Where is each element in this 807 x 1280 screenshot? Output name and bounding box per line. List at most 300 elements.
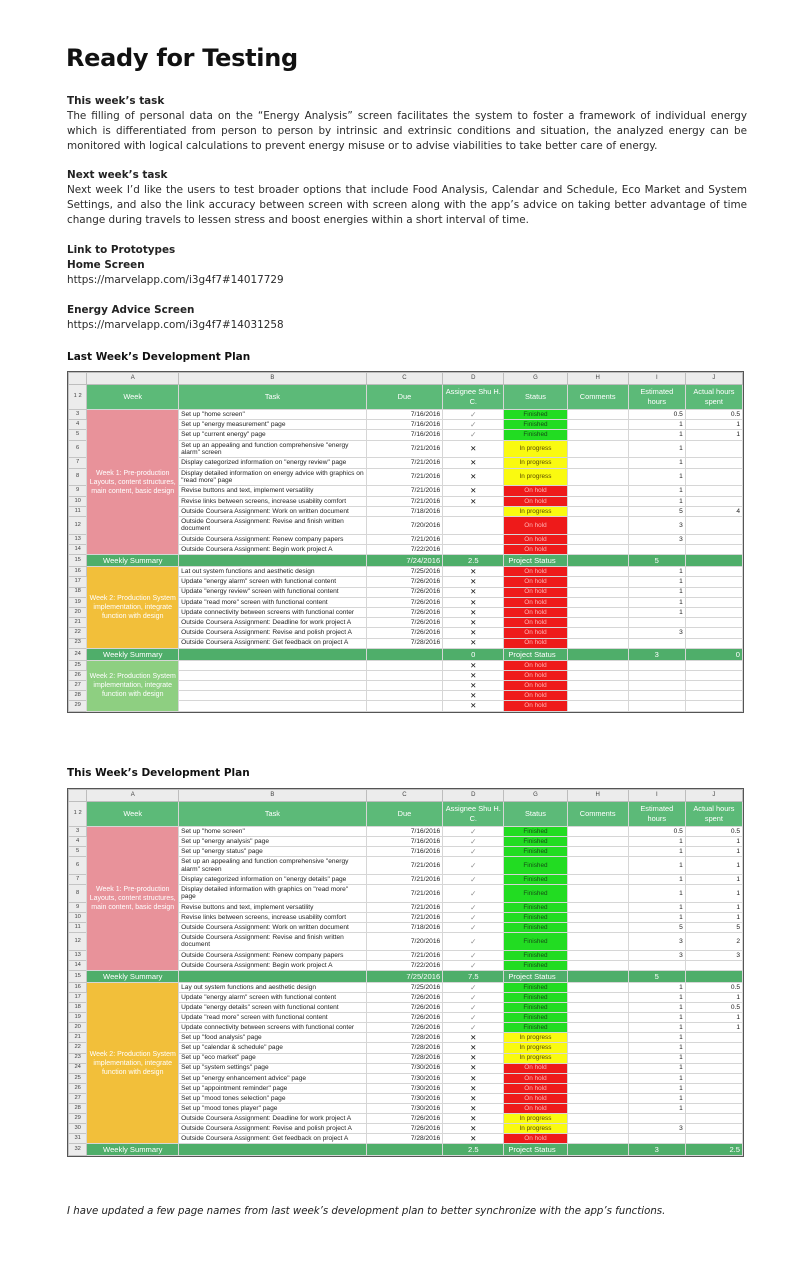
status-dropdown[interactable]: On hold [504,534,567,544]
status-dropdown[interactable]: Finished [504,922,567,932]
row-number[interactable]: 18 [69,587,87,597]
actual-hours-cell[interactable]: 1 [685,1023,742,1033]
cross-icon[interactable]: ✕ [443,628,504,638]
column-letter[interactable]: J [685,373,742,385]
status-dropdown[interactable]: Finished [504,857,567,875]
actual-hours-cell[interactable] [685,1114,742,1124]
task-cell[interactable] [179,701,367,711]
task-cell[interactable] [179,681,367,691]
cross-icon[interactable]: ✕ [443,1043,504,1053]
row-number[interactable]: 14 [69,960,87,970]
actual-hours-cell[interactable] [685,1124,742,1134]
estimated-hours-cell[interactable]: 0.5 [628,827,685,837]
task-cell[interactable]: Outside Coursera Assignment: Deadline for work project A [179,1114,367,1124]
status-dropdown[interactable]: On hold [504,1093,567,1103]
task-cell[interactable]: Outside Coursera Assignment: Begin work project A [179,545,367,555]
estimated-hours-cell[interactable]: 1 [628,857,685,875]
actual-hours-cell[interactable]: 0.5 [685,410,742,420]
comments-cell[interactable] [567,1063,628,1073]
assignee-cell[interactable] [443,517,504,535]
column-letter[interactable]: G [504,790,567,802]
comments-cell[interactable] [567,670,628,680]
estimated-hours-cell[interactable]: 3 [628,950,685,960]
row-number[interactable]: 22 [69,628,87,638]
comments-cell[interactable] [567,1073,628,1083]
row-number[interactable]: 5 [69,430,87,440]
row-number[interactable]: 11 [69,922,87,932]
row-number[interactable]: 16 [69,567,87,577]
estimated-hours-cell[interactable]: 1 [628,1083,685,1093]
estimated-hours-cell[interactable]: 1 [628,587,685,597]
actual-hours-cell[interactable] [685,1083,742,1093]
status-dropdown[interactable]: Finished [504,1013,567,1023]
cross-icon[interactable]: ✕ [443,1124,504,1134]
row-number[interactable]: 14 [69,545,87,555]
due-cell[interactable]: 7/30/2016 [366,1093,442,1103]
check-icon[interactable]: ✓ [443,827,504,837]
actual-hours-cell[interactable] [685,545,742,555]
estimated-hours-cell[interactable]: 1 [628,902,685,912]
comments-cell[interactable] [567,1003,628,1013]
row-number[interactable]: 6 [69,857,87,875]
actual-hours-cell[interactable]: 1 [685,857,742,875]
actual-hours-cell[interactable] [685,534,742,544]
estimated-hours-cell[interactable]: 1 [628,496,685,506]
due-cell[interactable]: 7/21/2016 [366,534,442,544]
row-number[interactable]: 16 [69,982,87,992]
status-dropdown[interactable]: Finished [504,950,567,960]
row-number[interactable]: 11 [69,506,87,516]
estimated-hours-cell[interactable]: 1 [628,874,685,884]
column-letter[interactable]: A [87,373,179,385]
task-cell[interactable]: Lay out system functions and aesthetic design [179,982,367,992]
estimated-hours-cell[interactable]: 3 [628,1124,685,1134]
task-cell[interactable]: Set up "home screen" [179,827,367,837]
row-number[interactable]: 17 [69,992,87,1002]
estimated-hours-cell[interactable]: 1 [628,1023,685,1033]
due-cell[interactable]: 7/16/2016 [366,827,442,837]
actual-hours-cell[interactable]: 5 [685,922,742,932]
estimated-hours-cell[interactable]: 1 [628,458,685,468]
row-number[interactable]: 9 [69,902,87,912]
column-letter[interactable]: G [504,373,567,385]
cross-icon[interactable]: ✕ [443,638,504,648]
status-dropdown[interactable]: On hold [504,701,567,711]
task-cell[interactable]: Update "read more" screen with functional content [179,597,367,607]
due-cell[interactable] [366,691,442,701]
due-cell[interactable]: 7/16/2016 [366,837,442,847]
row-number[interactable]: 7 [69,458,87,468]
task-cell[interactable]: Outside Coursera Assignment: Work on written document [179,922,367,932]
row-number[interactable]: 19 [69,597,87,607]
row-number[interactable]: 18 [69,1003,87,1013]
column-letter[interactable]: D [443,790,504,802]
comments-cell[interactable] [567,922,628,932]
row-number[interactable]: 6 [69,440,87,458]
status-dropdown[interactable]: On hold [504,670,567,680]
estimated-hours-cell[interactable]: 1 [628,567,685,577]
estimated-hours-cell[interactable]: 1 [628,607,685,617]
task-cell[interactable]: Outside Coursera Assignment: Renew company papers [179,534,367,544]
row-number[interactable]: 25 [69,660,87,670]
status-dropdown[interactable]: On hold [504,577,567,587]
status-dropdown[interactable]: On hold [504,1103,567,1113]
status-dropdown[interactable]: Finished [504,874,567,884]
due-cell[interactable]: 7/16/2016 [366,847,442,857]
status-dropdown[interactable]: In progress [504,1114,567,1124]
corner-cell[interactable] [69,790,87,802]
due-cell[interactable]: 7/30/2016 [366,1063,442,1073]
status-dropdown[interactable]: Finished [504,410,567,420]
actual-hours-cell[interactable] [685,670,742,680]
task-cell[interactable]: Revise buttons and text, implement versatility [179,486,367,496]
task-cell[interactable]: Outside Coursera Assignment: Get feedback on project A [179,1134,367,1144]
row-number[interactable]: 24 [69,1063,87,1073]
status-dropdown[interactable]: On hold [504,691,567,701]
cross-icon[interactable]: ✕ [443,1033,504,1043]
row-number[interactable]: 9 [69,486,87,496]
comments-cell[interactable] [567,1134,628,1144]
status-dropdown[interactable]: In progress [504,458,567,468]
home-screen-link[interactable]: https://marvelapp.com/i3g4f7#14017729 [67,274,284,286]
cross-icon[interactable]: ✕ [443,660,504,670]
comments-cell[interactable] [567,628,628,638]
cross-icon[interactable]: ✕ [443,701,504,711]
comments-cell[interactable] [567,517,628,535]
row-number[interactable]: 31 [69,1134,87,1144]
comments-cell[interactable] [567,1114,628,1124]
status-dropdown[interactable]: In progress [504,468,567,486]
comments-cell[interactable] [567,1013,628,1023]
actual-hours-cell[interactable] [685,618,742,628]
due-cell[interactable]: 7/21/2016 [366,468,442,486]
actual-hours-cell[interactable] [685,628,742,638]
estimated-hours-cell[interactable] [628,701,685,711]
energy-advice-link[interactable]: https://marvelapp.com/i3g4f7#14031258 [67,319,284,331]
task-cell[interactable]: Revise links between screens, increase usability comfort [179,912,367,922]
estimated-hours-cell[interactable] [628,960,685,970]
check-icon[interactable]: ✓ [443,885,504,903]
task-cell[interactable]: Update "energy review" screen with functional content [179,587,367,597]
status-dropdown[interactable]: On hold [504,517,567,535]
due-cell[interactable]: 7/26/2016 [366,628,442,638]
task-cell[interactable]: Set up "calendar & schedule" page [179,1043,367,1053]
cross-icon[interactable]: ✕ [443,1053,504,1063]
comments-cell[interactable] [567,597,628,607]
task-cell[interactable]: Outside Coursera Assignment: Deadline for work project A [179,618,367,628]
task-cell[interactable]: Set up "food analysis" page [179,1033,367,1043]
row-number[interactable]: 32 [69,1144,87,1156]
actual-hours-cell[interactable]: 1 [685,847,742,857]
estimated-hours-cell[interactable] [628,618,685,628]
row-number[interactable]: 8 [69,468,87,486]
status-dropdown[interactable]: Finished [504,420,567,430]
cross-icon[interactable]: ✕ [443,691,504,701]
comments-cell[interactable] [567,1053,628,1063]
status-dropdown[interactable]: Finished [504,827,567,837]
comments-cell[interactable] [567,992,628,1002]
cross-icon[interactable]: ✕ [443,618,504,628]
comments-cell[interactable] [567,857,628,875]
estimated-hours-cell[interactable]: 1 [628,1053,685,1063]
row-number[interactable]: 21 [69,618,87,628]
cross-icon[interactable]: ✕ [443,496,504,506]
due-cell[interactable]: 7/26/2016 [366,1013,442,1023]
status-dropdown[interactable]: Finished [504,1003,567,1013]
row-number[interactable]: 20 [69,607,87,617]
comments-cell[interactable] [567,691,628,701]
due-cell[interactable]: 7/16/2016 [366,410,442,420]
due-cell[interactable]: 7/18/2016 [366,506,442,516]
estimated-hours-cell[interactable]: 3 [628,517,685,535]
estimated-hours-cell[interactable]: 1 [628,912,685,922]
estimated-hours-cell[interactable]: 1 [628,1093,685,1103]
row-number[interactable]: 1 2 [69,802,87,827]
estimated-hours-cell[interactable]: 1 [628,982,685,992]
status-dropdown[interactable]: In progress [504,1033,567,1043]
actual-hours-cell[interactable] [685,1134,742,1144]
row-number[interactable]: 28 [69,691,87,701]
comments-cell[interactable] [567,430,628,440]
check-icon[interactable]: ✓ [443,950,504,960]
comments-cell[interactable] [567,960,628,970]
estimated-hours-cell[interactable] [628,638,685,648]
cross-icon[interactable]: ✕ [443,440,504,458]
comments-cell[interactable] [567,534,628,544]
status-dropdown[interactable]: Finished [504,933,567,951]
due-cell[interactable]: 7/28/2016 [366,638,442,648]
row-number[interactable]: 23 [69,638,87,648]
task-cell[interactable]: Revise links between screens, increase usability comfort [179,496,367,506]
task-cell[interactable]: Set up "current energy" page [179,430,367,440]
cross-icon[interactable]: ✕ [443,468,504,486]
comments-cell[interactable] [567,607,628,617]
status-dropdown[interactable]: Finished [504,430,567,440]
task-cell[interactable]: Outside Coursera Assignment: Revise and polish project A [179,1124,367,1134]
status-dropdown[interactable]: On hold [504,545,567,555]
status-dropdown[interactable]: On hold [504,638,567,648]
comments-cell[interactable] [567,1103,628,1113]
task-cell[interactable]: Update "read more" screen with functional content [179,1013,367,1023]
due-cell[interactable] [366,670,442,680]
check-icon[interactable]: ✓ [443,1013,504,1023]
estimated-hours-cell[interactable]: 1 [628,1033,685,1043]
estimated-hours-cell[interactable]: 1 [628,468,685,486]
row-number[interactable]: 24 [69,648,87,660]
comments-cell[interactable] [567,486,628,496]
task-cell[interactable]: Outside Coursera Assignment: Work on written document [179,506,367,516]
row-number[interactable]: 23 [69,1053,87,1063]
status-dropdown[interactable]: In progress [504,1043,567,1053]
row-number[interactable]: 10 [69,912,87,922]
due-cell[interactable]: 7/26/2016 [366,992,442,1002]
actual-hours-cell[interactable] [685,1073,742,1083]
due-cell[interactable]: 7/28/2016 [366,1033,442,1043]
actual-hours-cell[interactable]: 1 [685,430,742,440]
column-letter[interactable]: J [685,790,742,802]
status-dropdown[interactable]: Finished [504,912,567,922]
comments-cell[interactable] [567,660,628,670]
comments-cell[interactable] [567,440,628,458]
estimated-hours-cell[interactable] [628,691,685,701]
actual-hours-cell[interactable] [685,567,742,577]
comments-cell[interactable] [567,1083,628,1093]
check-icon[interactable]: ✓ [443,1003,504,1013]
row-number[interactable]: 25 [69,1073,87,1083]
comments-cell[interactable] [567,545,628,555]
row-number[interactable]: 30 [69,1124,87,1134]
comments-cell[interactable] [567,458,628,468]
due-cell[interactable]: 7/26/2016 [366,618,442,628]
task-cell[interactable]: Display categorized information on "energy review" page [179,458,367,468]
due-cell[interactable]: 7/21/2016 [366,902,442,912]
task-cell[interactable]: Set up "appointment reminder" page [179,1083,367,1093]
actual-hours-cell[interactable] [685,577,742,587]
comments-cell[interactable] [567,874,628,884]
row-number[interactable]: 28 [69,1103,87,1113]
status-dropdown[interactable]: Finished [504,847,567,857]
comments-cell[interactable] [567,420,628,430]
status-dropdown[interactable]: Finished [504,1023,567,1033]
cross-icon[interactable]: ✕ [443,577,504,587]
estimated-hours-cell[interactable]: 1 [628,885,685,903]
due-cell[interactable]: 7/26/2016 [366,1003,442,1013]
due-cell[interactable]: 7/18/2016 [366,922,442,932]
check-icon[interactable]: ✓ [443,874,504,884]
actual-hours-cell[interactable] [685,660,742,670]
check-icon[interactable]: ✓ [443,912,504,922]
estimated-hours-cell[interactable]: 1 [628,837,685,847]
status-dropdown[interactable]: On hold [504,1073,567,1083]
row-number[interactable]: 12 [69,933,87,951]
actual-hours-cell[interactable] [685,440,742,458]
status-dropdown[interactable]: Finished [504,960,567,970]
due-cell[interactable]: 7/16/2016 [366,430,442,440]
row-number[interactable]: 27 [69,1093,87,1103]
status-dropdown[interactable]: In progress [504,440,567,458]
assignee-cell[interactable] [443,545,504,555]
task-cell[interactable]: Update "energy details" screen with functional content [179,1003,367,1013]
status-dropdown[interactable]: Finished [504,837,567,847]
actual-hours-cell[interactable]: 0.5 [685,1003,742,1013]
row-number[interactable]: 1 2 [69,385,87,410]
estimated-hours-cell[interactable]: 3 [628,534,685,544]
cross-icon[interactable]: ✕ [443,1103,504,1113]
row-number[interactable]: 7 [69,874,87,884]
comments-cell[interactable] [567,827,628,837]
due-cell[interactable]: 7/21/2016 [366,885,442,903]
due-cell[interactable]: 7/26/2016 [366,587,442,597]
row-number[interactable]: 5 [69,847,87,857]
due-cell[interactable]: 7/28/2016 [366,1053,442,1063]
actual-hours-cell[interactable] [685,496,742,506]
comments-cell[interactable] [567,837,628,847]
estimated-hours-cell[interactable]: 1 [628,1073,685,1083]
task-cell[interactable]: Set up "eco market" page [179,1053,367,1063]
task-cell[interactable]: Revise buttons and text, implement versatility [179,902,367,912]
check-icon[interactable]: ✓ [443,420,504,430]
actual-hours-cell[interactable]: 1 [685,874,742,884]
row-number[interactable]: 27 [69,681,87,691]
row-number[interactable]: 26 [69,670,87,680]
cross-icon[interactable]: ✕ [443,1063,504,1073]
status-dropdown[interactable]: In progress [504,506,567,516]
estimated-hours-cell[interactable] [628,660,685,670]
due-cell[interactable]: 7/21/2016 [366,440,442,458]
status-dropdown[interactable]: On hold [504,660,567,670]
due-cell[interactable]: 7/21/2016 [366,486,442,496]
estimated-hours-cell[interactable]: 1 [628,577,685,587]
actual-hours-cell[interactable] [685,486,742,496]
cross-icon[interactable]: ✕ [443,1093,504,1103]
check-icon[interactable]: ✓ [443,837,504,847]
row-number[interactable]: 22 [69,1043,87,1053]
row-number[interactable]: 29 [69,1114,87,1124]
comments-cell[interactable] [567,701,628,711]
row-number[interactable]: 20 [69,1023,87,1033]
column-letter[interactable]: H [567,373,628,385]
actual-hours-cell[interactable] [685,607,742,617]
task-cell[interactable] [179,691,367,701]
estimated-hours-cell[interactable]: 1 [628,486,685,496]
status-dropdown[interactable]: On hold [504,681,567,691]
status-dropdown[interactable]: On hold [504,496,567,506]
due-cell[interactable]: 7/26/2016 [366,607,442,617]
actual-hours-cell[interactable]: 1 [685,992,742,1002]
cross-icon[interactable]: ✕ [443,1083,504,1093]
estimated-hours-cell[interactable]: 1 [628,1043,685,1053]
row-number[interactable]: 15 [69,555,87,567]
status-dropdown[interactable]: Finished [504,885,567,903]
row-number[interactable]: 3 [69,410,87,420]
status-dropdown[interactable]: On hold [504,587,567,597]
due-cell[interactable] [366,660,442,670]
actual-hours-cell[interactable] [685,468,742,486]
cross-icon[interactable]: ✕ [443,486,504,496]
task-cell[interactable]: Lat out system functions and aesthetic design [179,567,367,577]
comments-cell[interactable] [567,847,628,857]
actual-hours-cell[interactable] [685,1103,742,1113]
due-cell[interactable]: 7/21/2016 [366,874,442,884]
actual-hours-cell[interactable] [685,458,742,468]
due-cell[interactable]: 7/30/2016 [366,1073,442,1083]
estimated-hours-cell[interactable]: 1 [628,440,685,458]
due-cell[interactable]: 7/22/2016 [366,545,442,555]
estimated-hours-cell[interactable]: 1 [628,420,685,430]
column-letter[interactable]: I [628,373,685,385]
cross-icon[interactable]: ✕ [443,670,504,680]
task-cell[interactable]: Set up "energy enhancement advice" page [179,1073,367,1083]
task-cell[interactable]: Set up an appealing and function comprehensive "energy alarm" screen [179,857,367,875]
due-cell[interactable]: 7/21/2016 [366,950,442,960]
comments-cell[interactable] [567,577,628,587]
actual-hours-cell[interactable] [685,1043,742,1053]
due-cell[interactable]: 7/25/2016 [366,567,442,577]
task-cell[interactable]: Set up an appealing and function comprehensive "energy alarm" screen [179,440,367,458]
task-cell[interactable]: Display detailed information on energy advice with graphics on "read more" page [179,468,367,486]
row-number[interactable]: 3 [69,827,87,837]
check-icon[interactable]: ✓ [443,902,504,912]
status-dropdown[interactable]: On hold [504,1083,567,1093]
status-dropdown[interactable]: In progress [504,1053,567,1063]
row-number[interactable]: 12 [69,517,87,535]
cross-icon[interactable]: ✕ [443,607,504,617]
row-number[interactable]: 17 [69,577,87,587]
row-number[interactable]: 13 [69,950,87,960]
due-cell[interactable]: 7/26/2016 [366,1023,442,1033]
estimated-hours-cell[interactable]: 1 [628,1063,685,1073]
task-cell[interactable]: Display detailed information with graphics on "read more" page [179,885,367,903]
